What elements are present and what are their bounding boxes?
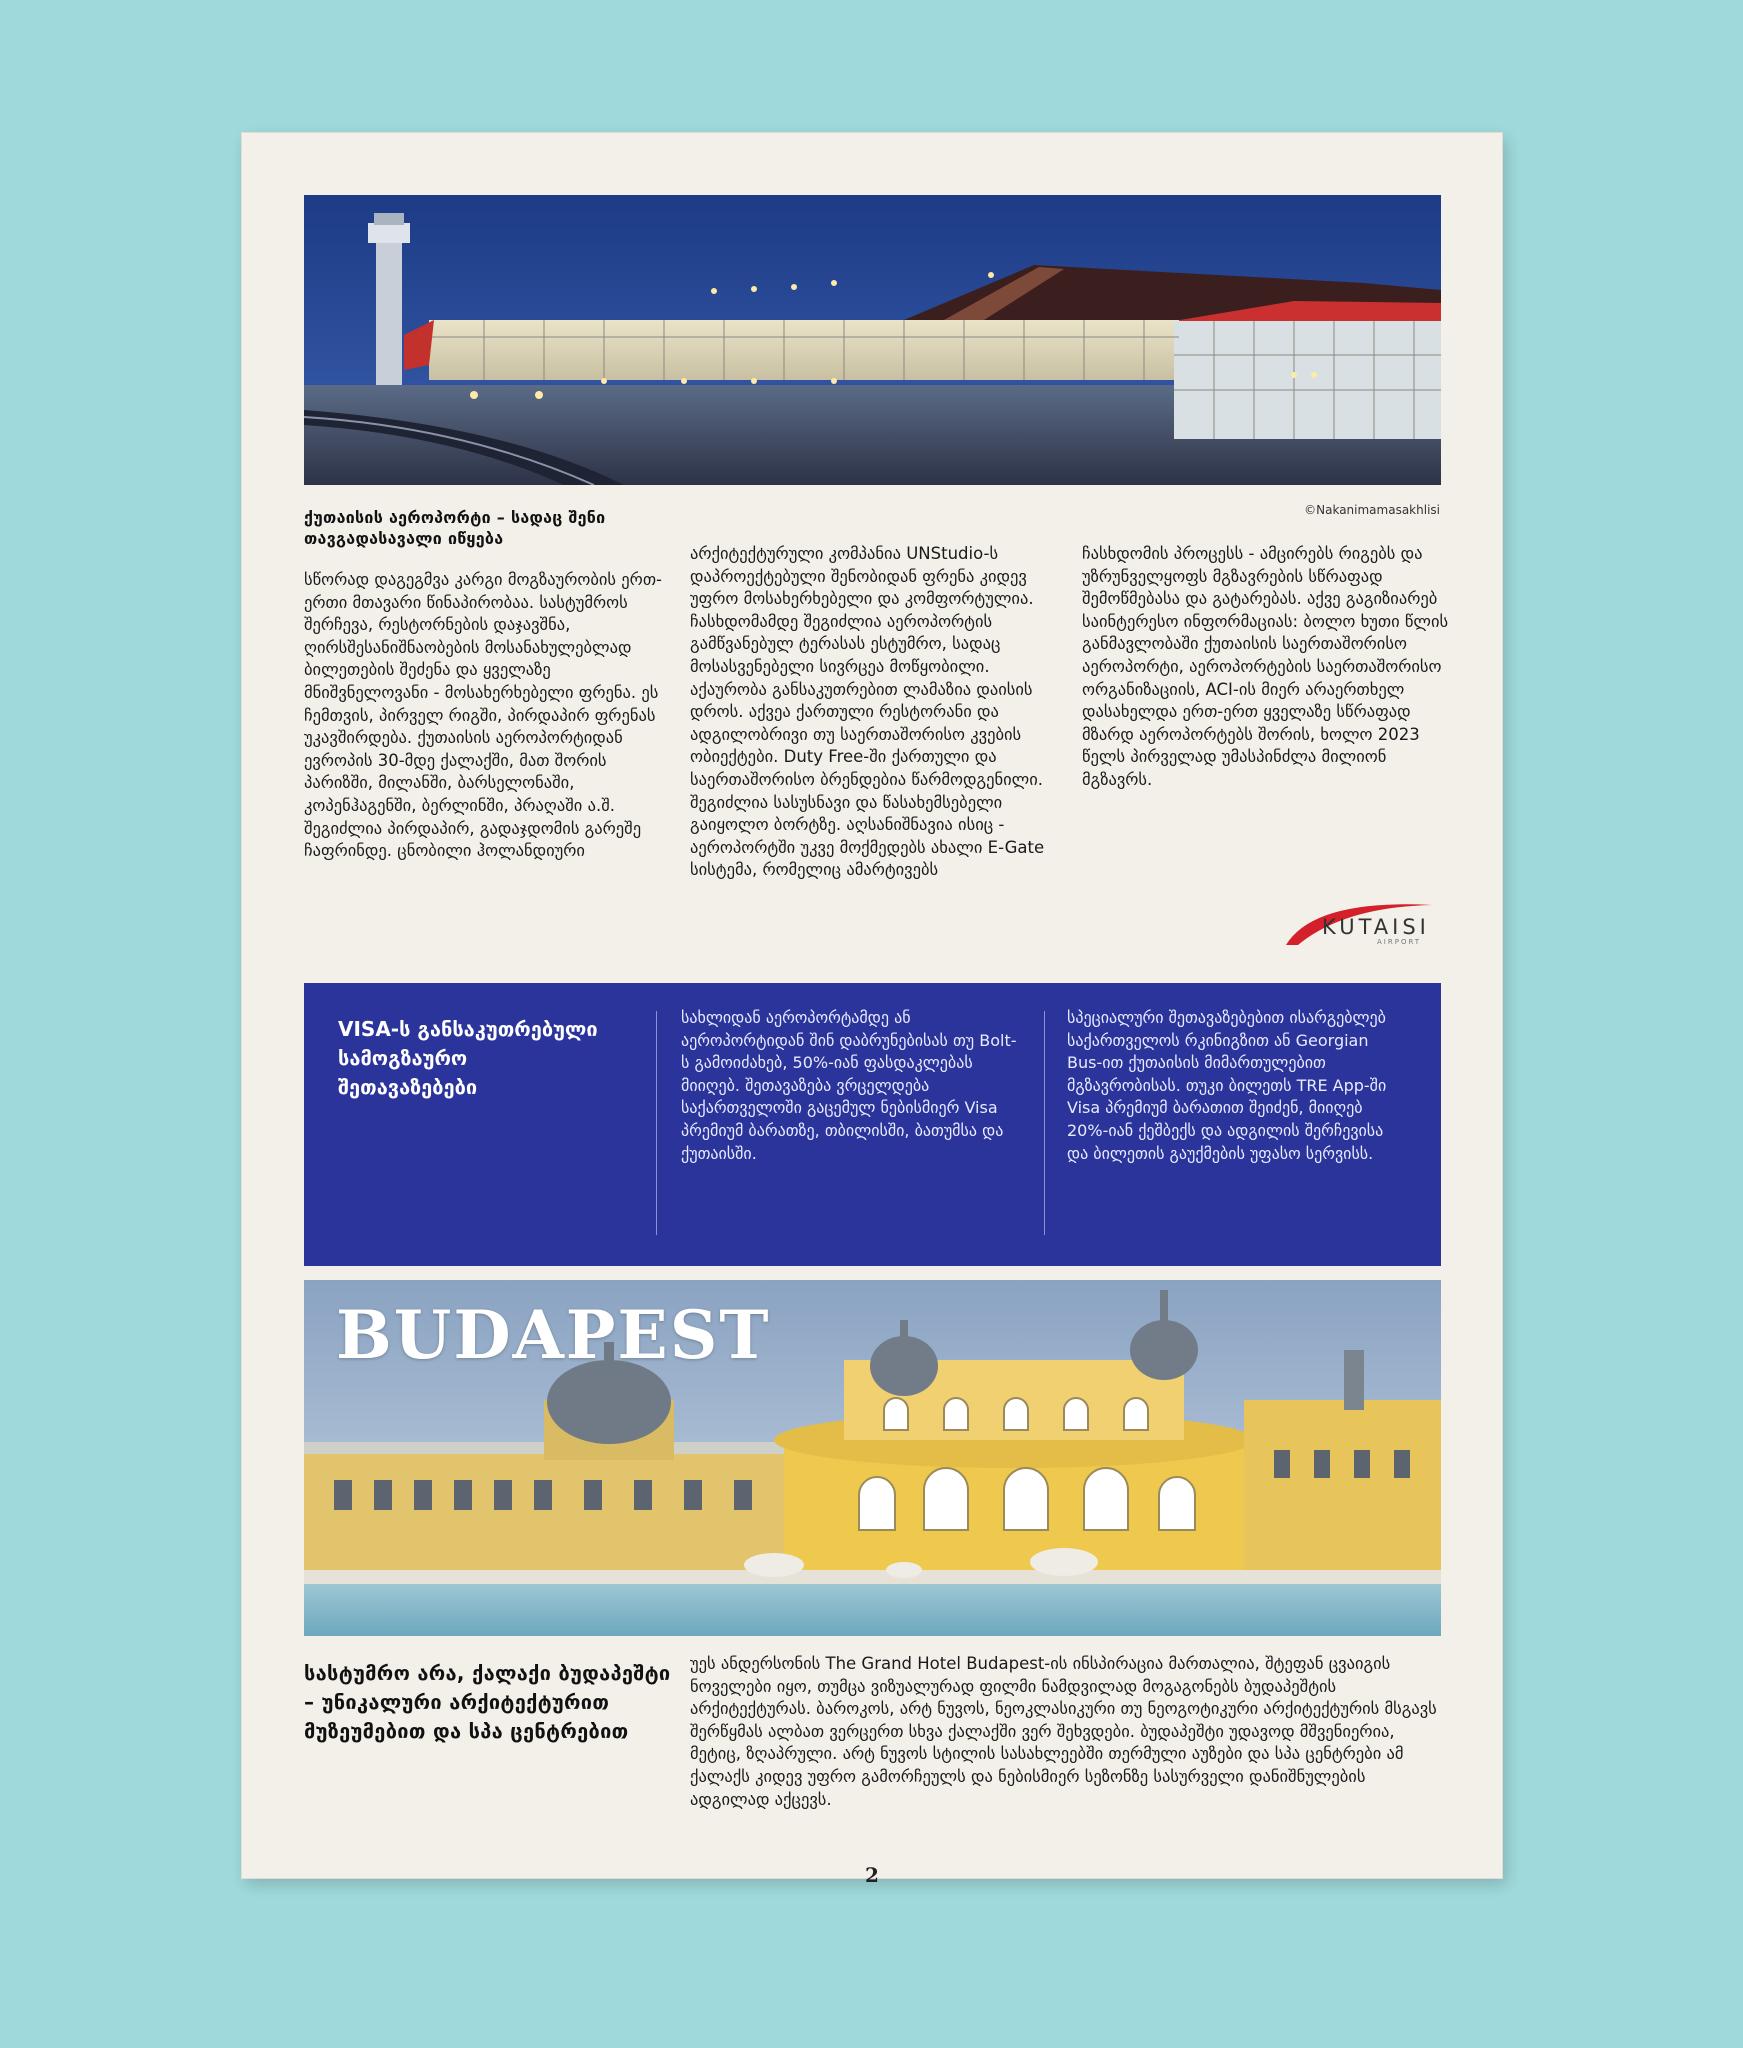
airport-text-col2: არქიტექტურული კომპანია UNStudio-ს დაპროექტებული შენობიდან ფრენა კიდევ უფრო მოსახერხებელი და კომფორტულია. ჩასხდომამდე შეგიძლია აეროპორტის გამწვანებულ ტერასას ესტუმრო, სადაც მოსასვენებელი სივრცეა მოწყობილი. აქაურობა განსაკუთრებით ლამაზია დაისის დროს. აქვეა ქართული რესტორანი და ადგილობრივი თუ საერთაშორისო კვების ობიექტები. Duty Free-ში ქართული და საერთაშორისო ბრენდებია წარმოდგენილი. შეგიძლია სასუსნავი და წასახემსებელი გაიყოლო ბორტზე. აღსანიშნავია ისიც - აეროპორტში უკვე მოქმედებს ახალი E-Gate სისტემა, რომელიც ამარტივებს bbox=[690, 544, 1045, 880]
airport-terminal-illustration bbox=[304, 195, 1441, 485]
airport-text-col1: სწორად დაგეგმვა კარგი მოგზაურობის ერთ-ერთი მთავარი წინაპირობაა. სასტუმროს შერჩევა, რესტორნების დაჯავშნა, ღირსშესანიშნაობების მოსანახულებლად ბილეთების შეძენა და ყველაზე მნიშვნელოვანი - მოსახერხებელი ფრენა. ეს ჩემთვის, პირველ რიგში, პირდაპირ ფრენას უკავშირდება. ქუთაისის აეროპორტიდან ევროპის 30-მდე ქალაქში, მათ შორის პარიზში, მილანში, ბარსელონაში, კოპენჰაგენში, ბერლინში, პრაღაში ა.შ. შეგიძლია პირდაპირ, გადაჯდომის გარეშე ჩაფრინდე. ცნობილი ჰოლანდიური bbox=[304, 570, 662, 861]
visa-divider bbox=[1044, 1011, 1045, 1235]
airport-headline: ქუთაისის აეროპორტი – სადაც შენი თავგადასავალი იწყება bbox=[304, 508, 606, 548]
visa-text-col1: სახლიდან აეროპორტამდე ან აეროპორტიდან შინ დაბრუნებისას თუ Bolt-ს გამოიძახებ, 50%-იან ფასდაკლებას მიიღებ. შეთავაზება ვრცელდება საქართველოში გაცემულ ნებისმიერ Visa პრემიუმ ბარათზე, თბილისში, ბათუმსა და ქუთაისში. bbox=[681, 1008, 1017, 1163]
budapest-photo-title: BUDAPEST bbox=[336, 1296, 771, 1374]
kutaisi-logo-word: KUTAISI bbox=[1322, 915, 1430, 939]
visa-title: VISA-ს განსაკუთრებული სამოგზაურო შეთავაზებები bbox=[338, 1017, 598, 1099]
budapest-text: უეს ანდერსონის The Grand Hotel Budapest-ის ინსპირაცია მართალია, შტეფან ცვაიგის ნოველები იყო, თუმცა ვიზუალურად ფილმი ნამდვილად მოგაგონებს ბუდაპეშტის არქიტექტურას. ბაროკოს, არტ ნუვოს, ნეოკლასიკური თუ ნეოგოტიკური არქიტექტურის მსგავს შერწყმას ალბათ ვერცერთ სხვა ქალაქში ვერ შეხვდები. ბუდაპეშტი უდავოდ მშვენიერია, მეტიც, ზღაპრული. არტ ნუვოს სტილის სასახლეებში თერმული აუზები და სპა ცენტრები ამ ქალაქს კიდევ უფრო გამორჩეულს და ნებისმიერ სეზონზე სასურველი დანიშნულების ადგილად აქცევს. bbox=[690, 1654, 1437, 1809]
magazine-page bbox=[242, 133, 1502, 1887]
photo-credit: ©Nakanimamasakhlisi bbox=[1304, 503, 1440, 517]
kutaisi-logo-sub: AIRPORT bbox=[1377, 938, 1422, 946]
visa-offers-box bbox=[304, 983, 1441, 1266]
budapest-photo bbox=[304, 1280, 1441, 1636]
budapest-headline: სასტუმრო არა, ქალაქი ბუდაპეშტი – უნიკალური არქიტექტურით მუზეუმებით და სპა ცენტრებით bbox=[304, 1661, 671, 1743]
visa-text-col2: სპეციალური შეთავაზებებით ისარგებლებ საქართველოს რკინიგზით ან Georgian Bus-ით ქუთაისის მიმართულებით მგზავრობისას. თუკი ბილეთს TRE App-ში Visa პრემიუმ ბარათით შეიძენ, მიიღებ 20%-იან ქეშბექს და ადგილის შერჩევისა და ბილეთის გაუქმების უფასო სერვისს. bbox=[1067, 1008, 1387, 1163]
airport-photo bbox=[304, 195, 1441, 485]
visa-divider bbox=[656, 1011, 657, 1235]
airport-text-col3: ჩასხდომის პროცესს - ამცირებს რიგებს და უზრუნველყოფს მგზავრების სწრაფად შემოწმებასა და გატარებას. აქვე გაგიზიარებ საინტერესო ინფორმაციას: ბოლო ხუთი წლის განმავლობაში ქუთაისის საერთაშორისო აეროპორტი, აეროპორტების საერთაშორისო ორგანიზაციის, ACI-ის მიერ არაერთხელ დასახელდა ერთ-ერთ ყველაზე სწრაფად მზარდ აეროპორტებს შორის, ხოლო 2023 წელს პირველად უმასპინძლა მილიონ მგზავრს. bbox=[1082, 544, 1449, 789]
page-number: 2 bbox=[865, 1863, 879, 1887]
